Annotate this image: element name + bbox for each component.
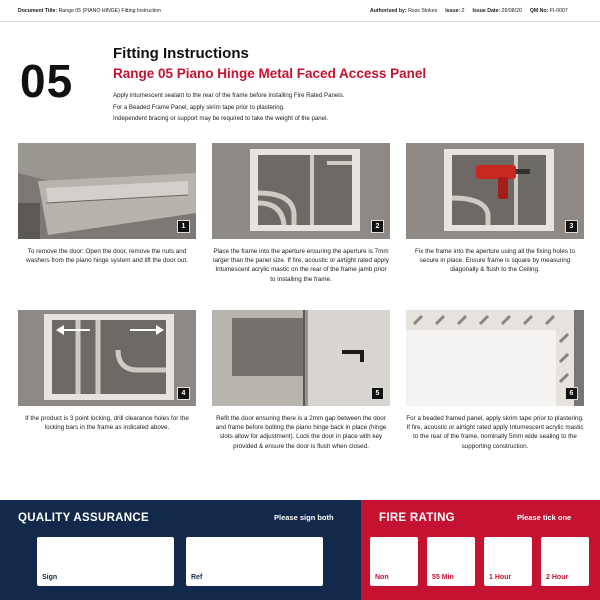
authorised-label: Authorised by:: [370, 8, 407, 14]
fire-rating-option-label: 55 Min: [432, 574, 454, 581]
refit-door-illustration: [212, 310, 390, 406]
quality-assurance-note: Please sign both: [274, 513, 334, 522]
step-caption: For a beaded framed panel, apply skrim tape prior to plastering. If fire, acoustic or airtight rated apply Intumescent acrylic mastic to the rear of the frame, nominally 5mm wide sealing to the supporting construction.: [406, 415, 584, 450]
step-6-photo: [406, 310, 584, 406]
step-number-badge: 6: [565, 387, 578, 400]
fire-rating-option-label: 1 Hour: [489, 574, 512, 581]
fire-rating-note: Please tick one: [517, 513, 572, 522]
step-3-photo: [406, 143, 584, 239]
step-number-badge: 5: [371, 387, 384, 400]
quality-assurance-title: QUALITY ASSURANCE: [18, 512, 149, 524]
intro-line: Apply intumescent sealant to the rear of the frame before installing Fire Rated Panels.: [113, 92, 345, 99]
issue-date-value: 26/08/20: [501, 8, 522, 14]
step-number-badge: 3: [565, 220, 578, 233]
fire-rating-option-1-hour[interactable]: [484, 537, 532, 586]
step-1: [18, 143, 196, 265]
sign-field[interactable]: [37, 537, 174, 586]
step-caption: Place the frame into the aperture ensuring the aperture is 7mm larger than the panel size. If fire, acoustic or airtight rated apply Intumescent acrylic mastic on the rear of the frame jamb prior to installing the frame.: [213, 248, 389, 283]
intro-line: For a Beaded Frame Panel, apply skrim tape prior to plastering.: [113, 103, 285, 111]
step-4: [18, 310, 196, 432]
page-subtitle: Range 05 Piano Hinge Metal Faced Access Panel: [113, 66, 427, 81]
drill-fixing-illustration: [406, 143, 584, 239]
fire-rating-option-label: Non: [375, 574, 389, 581]
page-title: Fitting Instructions: [113, 45, 249, 62]
issue-value: 2: [461, 8, 465, 14]
step-5-photo: [212, 310, 390, 406]
skrim-tape-illustration: [406, 310, 584, 406]
step-6: [406, 310, 584, 451]
fire-rating-title: FIRE RATING: [379, 512, 455, 524]
step-caption: If the product is 3 point locking, drill clearance holes for the locking bars in the frame as indicated above.: [25, 415, 189, 432]
quality-assurance-panel: [0, 500, 361, 600]
frame-in-aperture-illustration: [212, 143, 390, 239]
doc-title-value: Range 05 (PIANO HINGE) Fitting Instruction: [58, 8, 161, 14]
locking-holes-illustration: [18, 310, 196, 406]
ref-field-label: Ref: [191, 574, 203, 581]
issue-label: Issue:: [445, 8, 461, 14]
doc-title-label: Document Title:: [18, 8, 58, 14]
range-number: 05: [20, 55, 74, 107]
step-2-photo: [212, 143, 390, 239]
qm-label: QM No:: [529, 8, 549, 14]
step-number-badge: 4: [177, 387, 190, 400]
step-number-badge: 1: [177, 220, 190, 233]
fire-rating-option-non[interactable]: [370, 537, 418, 586]
step-number-badge: 2: [371, 220, 384, 233]
document-meta-bar: [0, 0, 600, 22]
step-1-photo: [18, 143, 196, 239]
fire-rating-option-label: 2 Hour: [546, 574, 569, 581]
doc-approval-meta: [370, 8, 568, 14]
fire-rating-panel: [361, 500, 600, 600]
step-2: [212, 143, 390, 284]
ref-field[interactable]: [186, 537, 323, 586]
intro-line: Independent bracing or support may be required to take the weight of the panel.: [113, 115, 329, 123]
intro-notes: [113, 90, 344, 125]
step-caption: Fix the frame into the aperture using all the fixing holes to secure in place. Ensure frame is square by measuring diagonally & flush to the Ceiling.: [415, 248, 575, 274]
step-caption: To remove the door: Open the door, remove the nuts and washers from the piano hinge system and lift the door out.: [26, 248, 188, 265]
step-4-photo: [18, 310, 196, 406]
qm-value: FI-0007: [549, 8, 568, 14]
authorised-value: Ross Stokes: [408, 8, 438, 14]
fire-rating-option-55-min[interactable]: [427, 537, 475, 586]
sign-field-label: Sign: [42, 574, 58, 581]
door-hinge-illustration: [18, 143, 196, 239]
doc-title-meta: [18, 8, 161, 14]
issue-date-label: Issue Date:: [472, 8, 501, 14]
step-caption: Refit the door ensuring there is a 2mm gap between the door and frame before bolting the piano hinge back in place (hinge slots allow for adjustment). Lock the door in place with key provided & ensure the door is flush when closed.: [215, 415, 387, 450]
fire-rating-option-2-hour[interactable]: [541, 537, 589, 586]
step-5: [212, 310, 390, 451]
step-3: [406, 143, 584, 275]
